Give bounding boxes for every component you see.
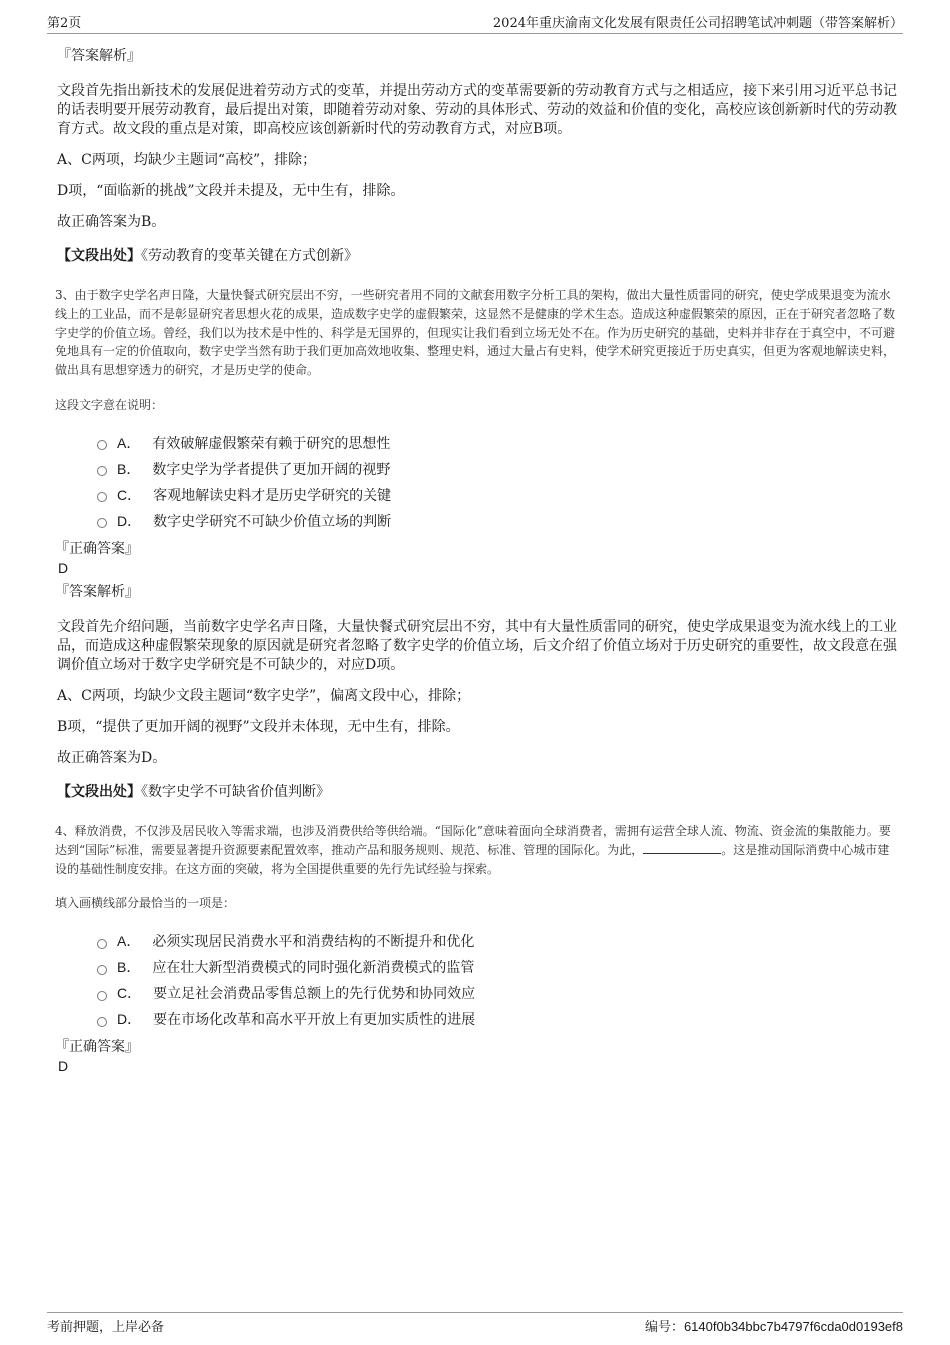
analysis-text: 文段首先介绍问题，当前数字史学名声日隆，大量快餐式研究层出不穷，其中有大量性质雷同的研究，使史学成果退变为流水线上的工业品，而造成这种虚假繁荣现象的原因就是研究者忽略了数字史学的价值立场，后文介绍了价值立场对于历史研究的重要性，故文段意在强调价值立场对于数字史学研究是不可缺少的，对应D项。 [57,618,897,673]
source-label: 【文段出处】 [57,248,141,264]
radio-button[interactable] [97,939,107,949]
radio-button[interactable] [97,991,107,1001]
option-c[interactable] [97,980,900,1006]
main-content [55,46,900,1075]
question-prompt: 填入画横线部分最恰当的一项是： [55,896,236,911]
option-b[interactable] [97,456,900,482]
radio-button[interactable] [97,965,107,975]
option-letter: A． [117,434,141,451]
page-footer [47,1312,903,1334]
option-d[interactable] [97,1006,900,1032]
analysis-line: B项，“提供了更加开阔的视野”文段并未体现，无中生有，排除。 [57,718,460,735]
analysis-line: A、C两项，均缺少文段主题词“数字史学”，偏离文段中心，排除； [57,687,471,704]
option-text: 要在市场化改革和高水平开放上有更加实质性的进展 [153,1012,476,1029]
prev-question-analysis [55,46,900,266]
answer-value: D [58,1058,69,1075]
option-text: 数字史学研究不可缺少价值立场的判断 [153,513,392,530]
analysis-text: 文段首先指出新技术的发展促进着劳动方式的变革，并提出劳动方式的变革需要新的劳动教育方式与之相适应，接下来引用习近平总书记的话表明要开展劳动教育，最后提出对策，即随着劳动对象、劳动的具体形式、劳动的效益和价值的变化，高校应该创新新时代的劳动教育方式。故文段的重点是对策，即高校应该创新新时代的劳动教育方式，对应B项。 [57,83,897,137]
radio-button[interactable] [97,466,107,476]
option-text: 应在壮大新型消费模式的同时强化新消费模式的监管 [152,960,475,977]
option-b[interactable] [97,954,900,980]
option-a[interactable] [97,430,900,456]
option-d[interactable] [97,508,900,534]
analysis-conclusion: 故正确答案为B。 [57,214,166,230]
document-code: 编号：6140f0b34bbc7b4797f6cda0d0193ef8 [644,1319,903,1334]
option-list [55,430,900,534]
option-text: 有效破解虚假繁荣有赖于研究的思想性 [152,435,391,452]
analysis-label: 『答案解析』 [55,583,139,600]
analysis-line: D项，“面临新的挑战”文段并未提及，无中生有，排除。 [57,183,405,199]
option-text: 必须实现居民消费水平和消费结构的不断提升和优化 [152,934,475,951]
question-text: 3、由于数字史学名声日隆，大量快餐式研究层出不穷，一些研究者用不同的文献套用数字分析工具的架构，做出大量性质雷同的研究，使史学成果退变为流水线上的工业品，而不是彰显研究者思想火花的成果，造成数字史学的虚假繁荣，这显然不是健康的学术生态。造成这种虚假繁荣的原因，正在于研究者忽略了数字史学的价值立场。曾经，我们以为技术是中性的、科学是无国界的，但现实让我们看到立场无处不在。作为历史研究的基础，史料并非存在于真空中，不可避免地具有一定的价值取向，数字史学当然有助于我们更加高效地收集、整理史料，通过大量占有史料，使学术研究更接近于历史真实，但更为客观地解读史料，做出具有思想穿透力的研究，才是历史学的使命。 [55,288,896,378]
option-letter: B． [117,460,141,477]
option-letter: A． [117,933,141,950]
analysis-line: A、C两项，均缺少主题词“高校”，排除； [57,152,317,168]
document-title: 2024年重庆渝南文化发展有限责任公司招聘笔试冲刺题（带答案解析） [492,16,903,31]
source-title: 《数字史学不可缺省价值判断》 [141,783,330,800]
option-text: 要立足社会消费品零售总额上的先行优势和协同效应 [153,986,476,1003]
question-prompt: 这段文字意在说明： [55,397,164,412]
radio-button[interactable] [97,518,107,528]
option-letter: D． [117,1011,142,1028]
radio-button[interactable] [97,1017,107,1027]
radio-button[interactable] [97,440,107,450]
option-list [55,928,900,1032]
fill-in-blank [643,842,721,854]
answer-value: D [58,559,69,576]
analysis-label: 『答案解析』 [57,48,141,64]
source-citation [55,783,900,802]
question-3 [55,286,900,802]
footer-slogan: 考前押题，上岸必备 [47,1320,165,1335]
question-text-before-blank: 4、释放消费，不仅涉及居民收入等需求端，也涉及消费供给等供给端。“国际化”意味着面向全球消费者，需拥有运营全球人流、物流、资金流的集散能力。要达到“国际”标准，需要显著提升资源要素配置效率，推动产品和服务规则、规范、标准、管理的国际化。为此， [55,823,891,857]
analysis-conclusion: 故正确答案为D。 [57,749,167,766]
option-letter: C． [117,486,142,503]
option-letter: C． [117,985,142,1002]
radio-button[interactable] [97,492,107,502]
option-letter: B． [117,959,141,976]
page-number: 第2页 [47,16,82,31]
option-a[interactable] [97,928,900,954]
question-4 [55,822,900,1075]
source-title: 《劳动教育的变革关键在方式创新》 [141,248,358,264]
source-citation [55,247,900,266]
option-c[interactable] [97,482,900,508]
option-letter: D． [117,512,142,529]
source-label: 【文段出处】 [57,783,141,800]
option-text: 客观地解读史料才是历史学研究的关键 [153,487,392,504]
question-text-after-blank: 。这是推动国际消费中心城市建设的基础性制度安排。在这方面的突破，将为全国提供重要的先行先试经验与探索。 [55,842,890,876]
page-header [47,12,903,34]
question-text [55,822,900,878]
answer-label: 『正确答案』 [55,1039,139,1056]
answer-label: 『正确答案』 [55,540,139,557]
option-text: 数字史学为学者提供了更加开阔的视野 [152,461,391,478]
